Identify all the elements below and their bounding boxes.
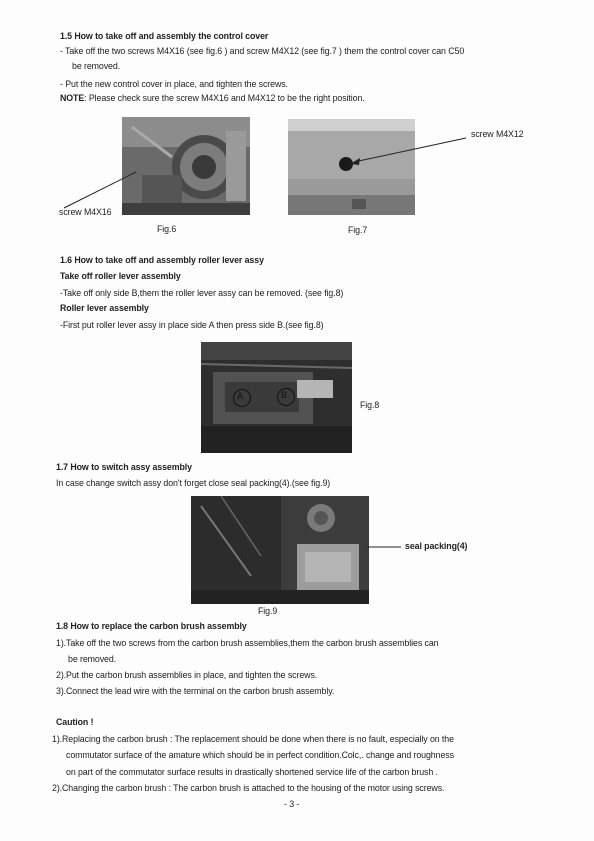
section-1-5-line-1-cont: be removed. (72, 61, 121, 72)
fig-9-photo (191, 496, 369, 604)
section-1-6-line-2: -First put roller lever assy in place side A then press side B.(see fig.8) (60, 320, 324, 331)
caution-heading: Caution ! (56, 717, 94, 728)
caution-line-1: 1).Replacing the carbon brush : The replacement should be done when there is no fault, especially on the (52, 734, 454, 745)
section-1-5-line-1: - Take off the two screws M4X16 (see fig.6 ) and screw M4X12 (see fig.7 ) them the control cover can C50 (60, 46, 465, 57)
section-1-6-subheading-2: Roller lever assembly (60, 303, 149, 314)
section-1-8-line-1: 1).Take off the two screws from the carbon brush assemblies,them the carbon brush assemblies can (56, 638, 439, 649)
page-number: - 3 - (284, 799, 300, 810)
label-b: B (281, 390, 287, 401)
fig-6-photo (122, 117, 250, 215)
fig-8-caption: Fig.8 (360, 400, 380, 411)
note-label: NOTE (60, 93, 85, 104)
note-text: : Please check sure the screw M4X16 and M4X12 to be the right position. (84, 93, 365, 104)
section-1-5-heading: 1.5 How to take off and assembly the control cover (60, 31, 269, 42)
caution-line-1-cont-a: commutator surface of the amature which should be in perfect condition.Colc,. change and roughness (66, 750, 454, 761)
screw-m4x16-label: screw M4X16 (59, 207, 112, 218)
label-a: A (237, 391, 243, 402)
screw-m4x16-leader (60, 168, 140, 212)
section-1-5-line-2: - Put the new control cover in place, and tighten the screws. (60, 79, 288, 90)
section-1-8-line-2: 2).Put the carbon brush assemblies in place, and tighten the screws. (56, 670, 318, 681)
section-1-6-line-1: -Take off only side B,them the roller lever assy can be removed. (see fig.8) (60, 288, 344, 299)
caution-line-2: 2).Changing the carbon brush : The carbon brush is attached to the housing of the motor using screws. (52, 783, 445, 794)
section-1-6-heading: 1.6 How to take off and assembly roller lever assy (60, 255, 264, 266)
section-1-8-line-1-cont: be removed. (68, 654, 117, 665)
caution-line-1-cont-b: on part of the commutator surface results in drastically shortened service life of the carbon brush . (66, 767, 438, 778)
screw-m4x12-label: screw M4X12 (471, 129, 524, 140)
section-1-7-heading: 1.7 How to switch assy assembly (56, 462, 192, 473)
section-1-6-subheading-1: Take off roller lever assembly (60, 271, 181, 282)
fig-6-caption: Fig.6 (157, 224, 177, 235)
seal-packing-label: seal packing(4) (405, 541, 468, 552)
section-1-7-line-1: In case change switch assy don't forget close seal packing(4).(see fig.9) (56, 478, 331, 489)
section-1-8-heading: 1.8 How to replace the carbon brush assembly (56, 621, 247, 632)
fig-7-caption: Fig.7 (348, 225, 368, 236)
section-1-5-note (60, 93, 365, 105)
section-1-8-line-3: 3).Connect the lead wire with the terminal on the carbon brush assembly. (56, 686, 335, 697)
seal-packing-leader (367, 544, 403, 550)
screw-m4x12-leader (344, 134, 470, 170)
fig-9-caption: Fig.9 (258, 606, 278, 617)
